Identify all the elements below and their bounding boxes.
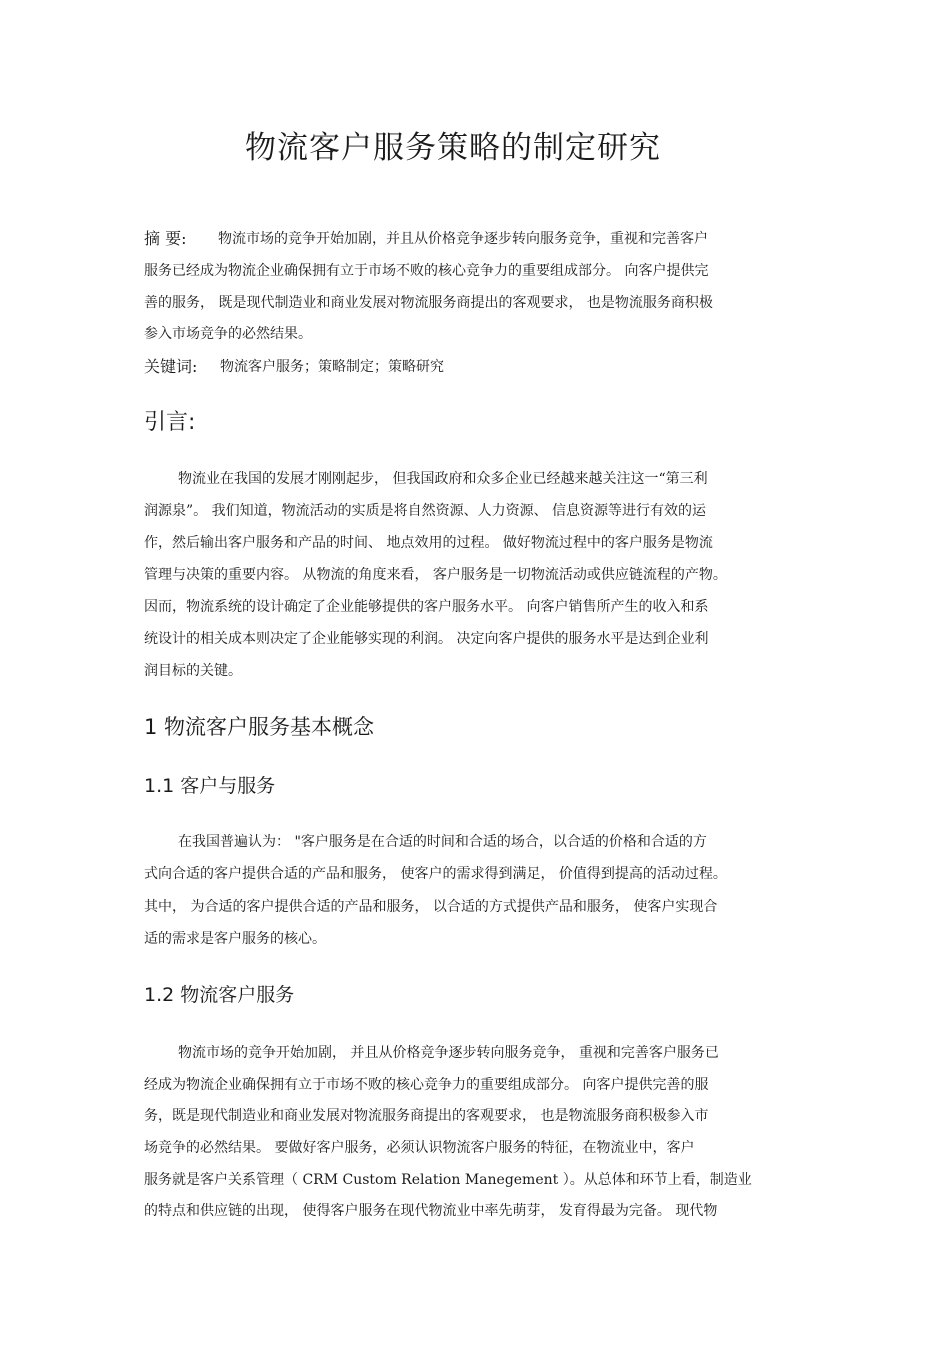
intro-line: 管理与决策的重要内容。 从物流的角度来看， 客户服务是一切物流活动或供应链流程的产物。 [144,567,727,583]
section-1-2-line: 务，既是现代制造业和商业发展对物流服务商提出的客观要求， 也是物流服务商积极参入市 [144,1108,709,1124]
keywords-text: 物流客户服务；策略制定；策略研究 [220,359,444,375]
abstract-label: 摘 要: [144,229,187,248]
keywords-label: 关键词: [144,357,198,376]
section-1-2-line: 的特点和供应链的出现， 使得客户服务在现代物流业中率先萌芽， 发育得最为完备。 现代物 [144,1203,718,1219]
intro-line: 润目标的关键。 [144,663,242,679]
abstract-line: 善的服务， 既是现代制造业和商业发展对物流服务商提出的客观要求， 也是物流服务商积极 [144,295,713,311]
intro-line: 物流业在我国的发展才刚刚起步， 但我国政府和众多企业已经越来越关注这一“第三利 [178,471,708,487]
intro-line: 润源泉”。 我们知道，物流活动的实质是将自然资源、人力资源、 信息资源等进行有效的运 [144,503,707,519]
intro-line: 统设计的相关成本则决定了企业能够实现的利润。 决定向客户提供的服务水平是达到企业利 [144,631,709,647]
section-1-1-line: 在我国普遍认为： "客户服务是在合适的时间和合适的场合，以合适的价格和合适的方 [178,834,707,850]
document-title: 物流客户服务策略的制定研究 [245,130,661,166]
section-1-2-line: 场竞争的必然结果。 要做好客户服务，必须认识物流客户服务的特征，在物流业中，客户 [144,1140,695,1156]
abstract-line: 参入市场竞争的必然结果。 [144,326,312,342]
intro-heading: 引言: [144,410,196,435]
section-1-1-line: 适的需求是客户服务的核心。 [144,931,326,947]
section-1-1-line: 式向合适的客户提供合适的产品和服务， 使客户的需求得到满足， 价值得到提高的活动过程。 [144,866,727,882]
section-1-1-heading: 1.1 客户与服务 [144,775,276,797]
intro-line: 作，然后输出客户服务和产品的时间、 地点效用的过程。 做好物流过程中的客户服务是物流 [144,535,713,551]
section-1-2-heading: 1.2 物流客户服务 [144,984,295,1006]
section-1-2-line: 经成为物流企业确保拥有立于市场不败的核心竞争力的重要组成部分。 向客户提供完善的服 [144,1077,709,1093]
section-1-1-line: 其中， 为合适的客户提供合适的产品和服务， 以合适的方式提供产品和服务， 使客户实现合 [144,899,718,915]
intro-line: 因而，物流系统的设计确定了企业能够提供的客户服务水平。 向客户销售所产生的收入和系 [144,599,709,615]
abstract-line: 物流市场的竞争开始加剧，并且从价格竞争逐步转向服务竞争，重视和完善客户 [218,231,708,247]
section-1-2-line: 服务就是客户关系管理（ CRM Custom Relation Manegement ）。从总体和环节上看，制造业 [144,1172,752,1188]
abstract-line: 服务已经成为物流企业确保拥有立于市场不败的核心竞争力的重要组成部分。 向客户提供完 [144,263,709,279]
section-1-heading: 1 物流客户服务基本概念 [144,715,375,739]
section-1-2-line: 物流市场的竞争开始加剧， 并且从价格竞争逐步转向服务竞争， 重视和完善客户服务已 [178,1045,719,1061]
